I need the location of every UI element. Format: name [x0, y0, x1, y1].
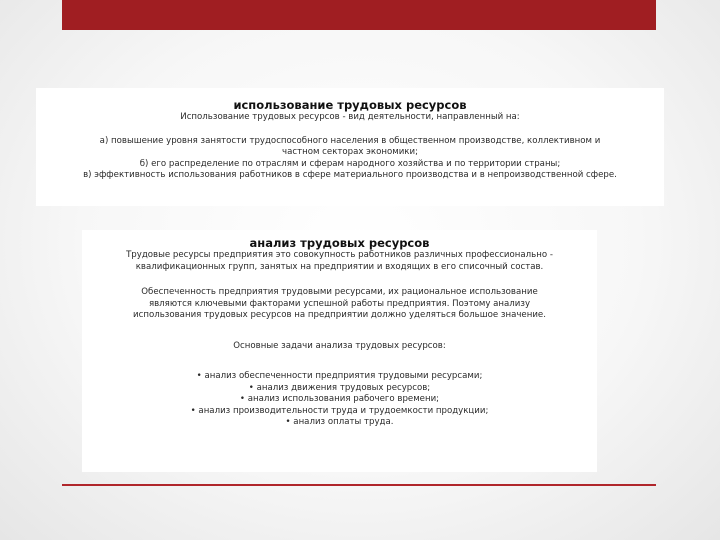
analysis-title: анализ трудовых ресурсов: [249, 236, 430, 250]
analysis-card: [82, 230, 597, 472]
usage-item-c: в) эффективность использования работников в сфере материального производства и в непроизводственной сфере.: [83, 170, 617, 180]
bottom-divider: [62, 484, 656, 486]
usage-item-a-line1: а) повышение уровня занятости трудоспособного населения в общественном производстве, коллективном и: [99, 135, 601, 146]
task-item: • анализ движения трудовых ресурсов;: [248, 382, 431, 393]
analysis-para2-line1: Обеспеченность предприятия трудовыми ресурсами, их рациональное использование: [141, 287, 538, 297]
task-item: • анализ использования рабочего времени;: [239, 394, 440, 404]
task-item: • анализ оплаты труда.: [285, 417, 394, 427]
usage-item-b: б) его распределение по отраслям и сферам народного хозяйства и по территории страны;: [139, 158, 561, 169]
top-accent-bar: [62, 0, 656, 30]
usage-card: [36, 88, 664, 206]
tasks-heading: Основные задачи анализа трудовых ресурсов:: [233, 340, 446, 351]
usage-item-a-line2: частном секторах экономики;: [282, 147, 418, 157]
usage-title: использование трудовых ресурсов: [233, 98, 467, 112]
analysis-para1-line1: Трудовые ресурсы предприятия это совокупность работников различных профессионально -: [126, 250, 553, 260]
usage-intro: Использование трудовых ресурсов - вид деятельности, направленный на:: [180, 112, 520, 122]
analysis-para1-line2: квалификационных групп, занятых на предприятии и входящих в его списочный состав.: [135, 261, 544, 272]
task-item: • анализ производительности труда и трудоемкости продукции;: [190, 405, 489, 416]
task-item: • анализ обеспеченности предприятия трудовыми ресурсами;: [196, 371, 483, 381]
analysis-para2-line3: использования трудовых ресурсов на предприятии должно уделяться большое значение.: [133, 310, 546, 320]
analysis-para2-line2: являются ключевыми факторами успешной работы предприятия. Поэтому анализу: [148, 298, 531, 309]
